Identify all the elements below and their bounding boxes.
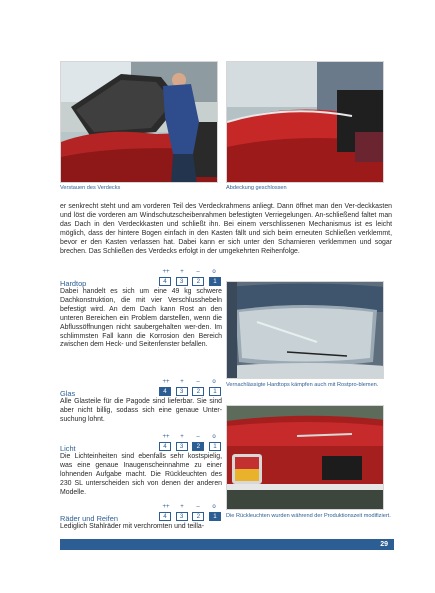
rating-label: o	[212, 434, 216, 440]
section-title: Glas	[60, 389, 76, 398]
rating-labels	[159, 379, 221, 386]
rating-boxes	[159, 442, 221, 451]
photo-cover-closed	[226, 61, 384, 183]
section-header	[60, 504, 222, 523]
rating-box: 4	[159, 442, 171, 451]
rating-label: +	[180, 504, 184, 510]
page-number: 29	[380, 541, 388, 548]
photo-rear-lights-image	[227, 406, 384, 510]
rating-label: –	[196, 504, 200, 510]
photo-soft-top-stowing	[60, 61, 218, 183]
rating-label: –	[196, 269, 200, 275]
section-raeder-reifen	[60, 504, 222, 532]
section-glas	[60, 379, 222, 425]
rating-label: ++	[162, 269, 170, 275]
rating-box: 3	[176, 442, 188, 451]
section-text: Lediglich Stahlräder mit verchromten und teilla-	[60, 523, 205, 530]
photo4-caption: Die Rückleuchten wurden während der Produktionszeit modifiziert.	[226, 513, 391, 519]
section-header	[60, 379, 222, 398]
section-header	[60, 269, 222, 288]
rating-box: 3	[176, 512, 188, 521]
rating-label: –	[196, 379, 200, 385]
rating-box: 2	[192, 442, 204, 451]
rating-boxes	[159, 277, 221, 286]
photo-rear-lights	[226, 405, 384, 510]
rating-scale	[159, 269, 221, 286]
intro-paragraph: er senkrecht steht und am vorderen Teil des Verdeckrahmens anliegt. Dann öffnet man den Ver-deckkasten und löst die vorderen am Windschutzscheibenrahmen befestigten Verriegelungen. An-schließend faltet man das Dach in den Verdeckkasten und schließt ihn. Bei einem verschlissenen Mechanismus ist es leicht möglich, dass der hintere Bogen einfach in den Kasten fällt und sich beim erneuten Schließen verklemmt, bevor er den Kasten verlassen hat. Dabei kann er sich unter den Scharnieren verklemmen und sogar brechen. Das Schließen des Verdecks erfolgt in der umgekehrten Reihenfolge.	[60, 203, 392, 255]
section-hardtop	[60, 269, 222, 350]
rating-label: +	[180, 434, 184, 440]
section-text: Die Lichteinheiten sind ebenfalls sehr kostspielig, was eine genaue Inaugenscheinnahme zu einer lohnenden Aufgabe macht. Die Rückleuchten des 230 SL unterscheiden sich von denen der anderen Modelle.	[60, 453, 222, 496]
footer-bar	[60, 539, 394, 550]
rating-label: +	[180, 379, 184, 385]
rating-box: 2	[192, 512, 204, 521]
photo1-caption: Verstauen des Verdecks	[60, 185, 121, 191]
rating-label: ++	[162, 504, 170, 510]
section-title: Räder und Reifen	[60, 514, 118, 523]
rating-box: 3	[176, 387, 188, 396]
rating-box: 1	[209, 277, 221, 286]
rating-boxes	[159, 387, 221, 396]
section-title: Licht	[60, 444, 76, 453]
photo3-caption: Vernachlässigte Hardtops kämpfen auch mit Rostpro-blemen.	[226, 382, 379, 388]
rating-label: o	[212, 269, 216, 275]
rating-box: 1	[209, 387, 221, 396]
rating-labels	[159, 269, 221, 276]
rating-boxes	[159, 512, 221, 521]
section-text: Dabei handelt es sich um eine 49 kg schwere Dachkonstruktion, die mit vier Verschlusshebeln befestigt wird. An dem Dach kann Rost an den unteren Bereichen ein Problem darstellen, wenn die Abflussöffnungen nicht saubergehalten wer-den. Im schlimmsten Fall kann die Korrosion den Bereich zwischen dem Heck- und Seitenfenster befallen.	[60, 288, 222, 349]
rating-box: 1	[209, 442, 221, 451]
section-licht	[60, 434, 222, 498]
rating-label: o	[212, 379, 216, 385]
rating-box: 1	[209, 512, 221, 521]
photo-hardtop	[226, 281, 384, 379]
rating-box: 3	[176, 277, 188, 286]
photo-hardtop-image	[227, 282, 384, 379]
section-text: Alle Glasteile für die Pagode sind lieferbar. Sie sind aber nicht billig, sodass sich eine genaue Unter-suchung lohnt.	[60, 398, 222, 423]
photo-soft-top-stowing-image	[61, 62, 218, 183]
section-header	[60, 434, 222, 453]
rating-label: –	[196, 434, 200, 440]
rating-label: ++	[162, 434, 170, 440]
rating-label: +	[180, 269, 184, 275]
rating-labels	[159, 504, 221, 511]
rating-box: 4	[159, 512, 171, 521]
rating-box: 2	[192, 277, 204, 286]
rating-label: ++	[162, 379, 170, 385]
rating-box: 4	[159, 387, 171, 396]
rating-scale	[159, 504, 221, 521]
rating-box: 2	[192, 387, 204, 396]
rating-scale	[159, 379, 221, 396]
photo2-caption: Abdeckung geschlossen	[226, 185, 287, 191]
photo-cover-closed-image	[227, 62, 384, 183]
section-title: Hardtop	[60, 279, 87, 288]
rating-label: o	[212, 504, 216, 510]
rating-scale	[159, 434, 221, 451]
rating-labels	[159, 434, 221, 441]
rating-box: 4	[159, 277, 171, 286]
